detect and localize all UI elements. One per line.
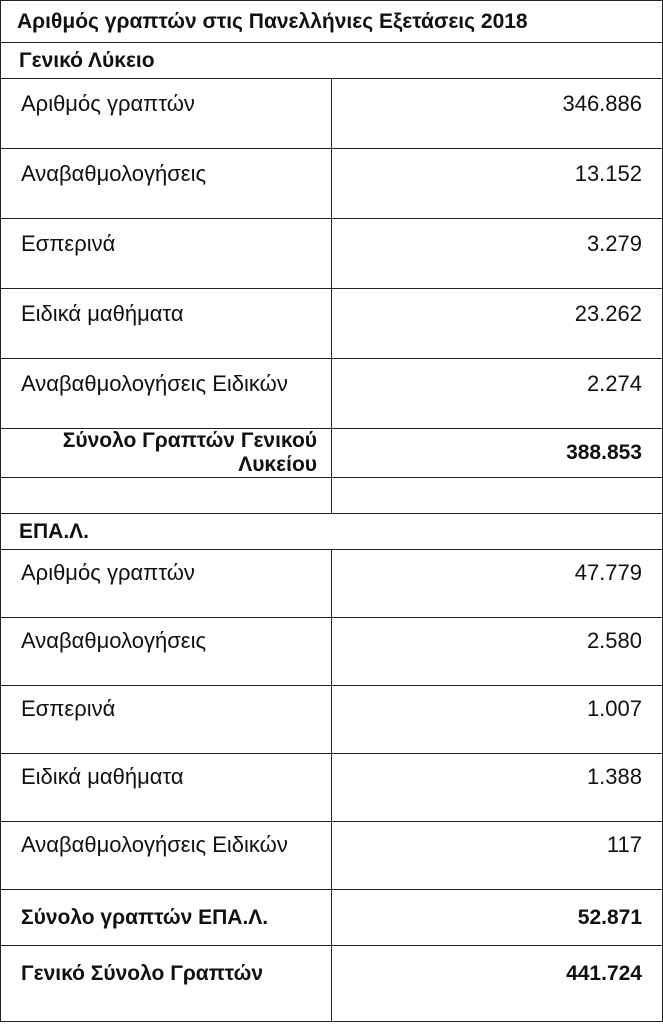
row-label: Αναβαθμολογήσεις Ειδικών	[1, 822, 332, 890]
subtotal-row-epal	[1, 890, 663, 946]
table-row	[1, 79, 663, 149]
row-label: Αναβαθμολογήσεις	[1, 149, 332, 219]
row-label: Αναβαθμολογήσεις Ειδικών	[1, 359, 332, 429]
row-label: Αριθμός γραπτών	[1, 79, 332, 149]
row-value: 1.007	[332, 686, 663, 754]
table-row	[1, 149, 663, 219]
subtotal-label: Σύνολο Γραπτών Γενικού Λυκείου	[1, 429, 332, 478]
row-value: 346.886	[332, 79, 663, 149]
row-value: 23.262	[332, 289, 663, 359]
row-label: Εσπερινά	[1, 219, 332, 289]
spacer-row	[1, 478, 663, 514]
table-row	[1, 550, 663, 618]
row-label: Αριθμός γραπτών	[1, 550, 332, 618]
subtotal-value: 52.871	[332, 890, 663, 946]
table-row	[1, 754, 663, 822]
table-title: Αριθμός γραπτών στις Πανελλήνιες Εξετάσεις 2018	[1, 1, 663, 43]
row-value: 1.388	[332, 754, 663, 822]
row-value: 2.580	[332, 618, 663, 686]
table-row	[1, 686, 663, 754]
table-row	[1, 359, 663, 429]
subtotal-row-general	[1, 429, 663, 478]
row-value: 117	[332, 822, 663, 890]
row-value: 3.279	[332, 219, 663, 289]
row-value: 2.274	[332, 359, 663, 429]
section-heading-general: Γενικό Λύκειο	[1, 43, 663, 79]
empty-cell	[1, 478, 332, 514]
subtotal-label: Σύνολο γραπτών ΕΠΑ.Λ.	[1, 890, 332, 946]
table-row	[1, 289, 663, 359]
grand-total-label: Γενικό Σύνολο Γραπτών	[1, 946, 332, 1022]
row-label: Ειδικά μαθήματα	[1, 754, 332, 822]
grand-total-value: 441.724	[332, 946, 663, 1022]
table-row	[1, 618, 663, 686]
row-label: Εσπερινά	[1, 686, 332, 754]
row-value: 47.779	[332, 550, 663, 618]
table-row	[1, 219, 663, 289]
section-heading-epal: ΕΠΑ.Λ.	[1, 514, 663, 550]
empty-cell	[332, 478, 663, 514]
row-value: 13.152	[332, 149, 663, 219]
table-row	[1, 822, 663, 890]
row-label: Αναβαθμολογήσεις	[1, 618, 332, 686]
grand-total-row	[1, 946, 663, 1022]
row-label: Ειδικά μαθήματα	[1, 289, 332, 359]
subtotal-value: 388.853	[332, 429, 663, 478]
